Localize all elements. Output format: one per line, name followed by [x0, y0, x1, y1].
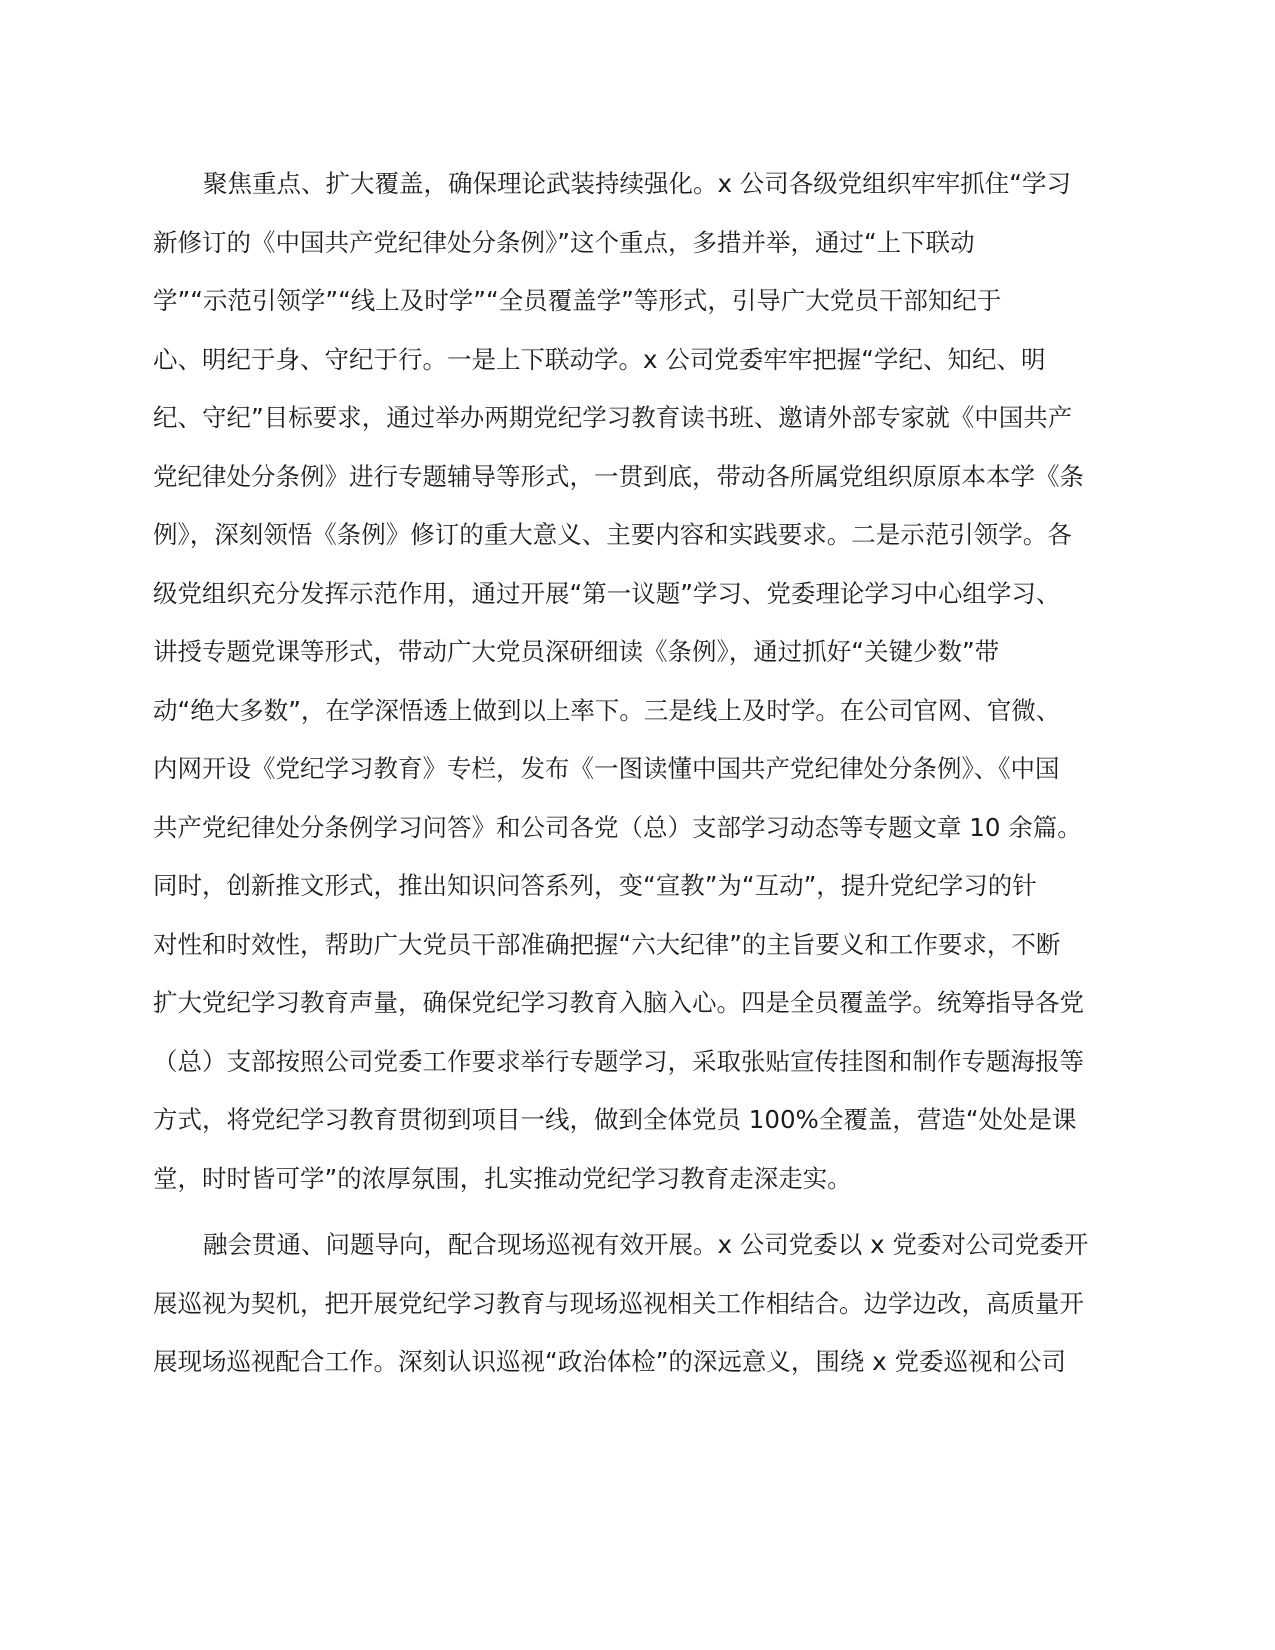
- paragraph-line: 融会贯通、问题导向，配合现场巡视有效开展。x 公司党委以 x 党委对公司党委开: [203, 1230, 1089, 1259]
- paragraph-line: 对性和时效性，帮助广大党员干部准确把握“六大纪律”的主旨要义和工作要求，不断: [153, 929, 1061, 959]
- paragraph-line: 同时，创新推文形式，推出知识问答系列，变“宣教”为“互动”，提升党纪学习的针: [153, 871, 1037, 900]
- paragraph-line: 内网开设《党纪学习教育》专栏，发布《一图读懂中国共产党纪律处分条例》、《中国: [153, 754, 1060, 783]
- paragraph-theory-study: [153, 160, 1113, 1213]
- paragraph-line: 方式，将党纪学习教育贯彻到项目一线，做到全体党员 100%全覆盖，营造“处处是课: [153, 1105, 1077, 1134]
- document-body: [153, 160, 1113, 1397]
- paragraph-line: 纪、守纪”目标要求，通过举办两期党纪学习教育读书班、邀请外部专家就《中国共产: [153, 403, 1073, 432]
- paragraph-line: 例》，深刻领悟《条例》修订的重大意义、主要内容和实践要求。二是示范引领学。各: [153, 520, 1072, 549]
- paragraph-inspection: [153, 1221, 1113, 1397]
- paragraph-line: 讲授专题党课等形式，带动广大党员深研细读《条例》，通过抓好“关键少数”带: [153, 637, 1000, 666]
- paragraph-line: 动“绝大多数”，在学深悟透上做到以上率下。三是线上及时学。在公司官网、官微、: [153, 695, 1061, 725]
- paragraph-line: 堂，时时皆可学”的浓厚氛围，扎实推动党纪学习教育走深走实。: [153, 1163, 852, 1193]
- paragraph-line: 展巡视为契机，把开展党纪学习教育与现场巡视相关工作相结合。边学边改，高质量开: [153, 1288, 1084, 1318]
- paragraph-line: 学”“示范引领学”“线上及时学”“全员覆盖学”等形式，引导广大党员干部知纪于: [153, 286, 1002, 315]
- paragraph-spacer: [153, 1213, 1113, 1221]
- paragraph-line: 党纪律处分条例》进行专题辅导等形式，一贯到底，带动各所属党组织原原本本学《条: [153, 461, 1084, 491]
- paragraph-line: 心、明纪于身、守纪于行。一是上下联动学。x 公司党委牢牢把握“学纪、知纪、明: [153, 344, 1046, 374]
- paragraph-line: 级党组织充分发挥示范作用，通过开展“第一议题”学习、党委理论学习中心组学习、: [153, 578, 1061, 608]
- paragraph-line: 共产党纪律处分条例学习问答》和公司各党（总）支部学习动态等专题文章 10 余篇。: [153, 812, 1082, 842]
- paragraph-line: 展现场巡视配合工作。深刻认识巡视“政治体检”的深远意义，围绕 x 党委巡视和公司: [153, 1347, 1066, 1376]
- paragraph-line: （总）支部按照公司党委工作要求举行专题学习，采取张贴宣传挂图和制作专题海报等: [153, 1046, 1084, 1076]
- paragraph-line: 新修订的《中国共产党纪律处分条例》”这个重点，多措并举，通过“上下联动: [153, 227, 975, 257]
- paragraph-line: 扩大党纪学习教育声量，确保党纪学习教育入脑入心。四是全员覆盖学。统筹指导各党: [153, 988, 1084, 1017]
- paragraph-line: 聚焦重点、扩大覆盖，确保理论武装持续强化。x 公司各级党组织牢牢抓住“学习: [203, 169, 1071, 198]
